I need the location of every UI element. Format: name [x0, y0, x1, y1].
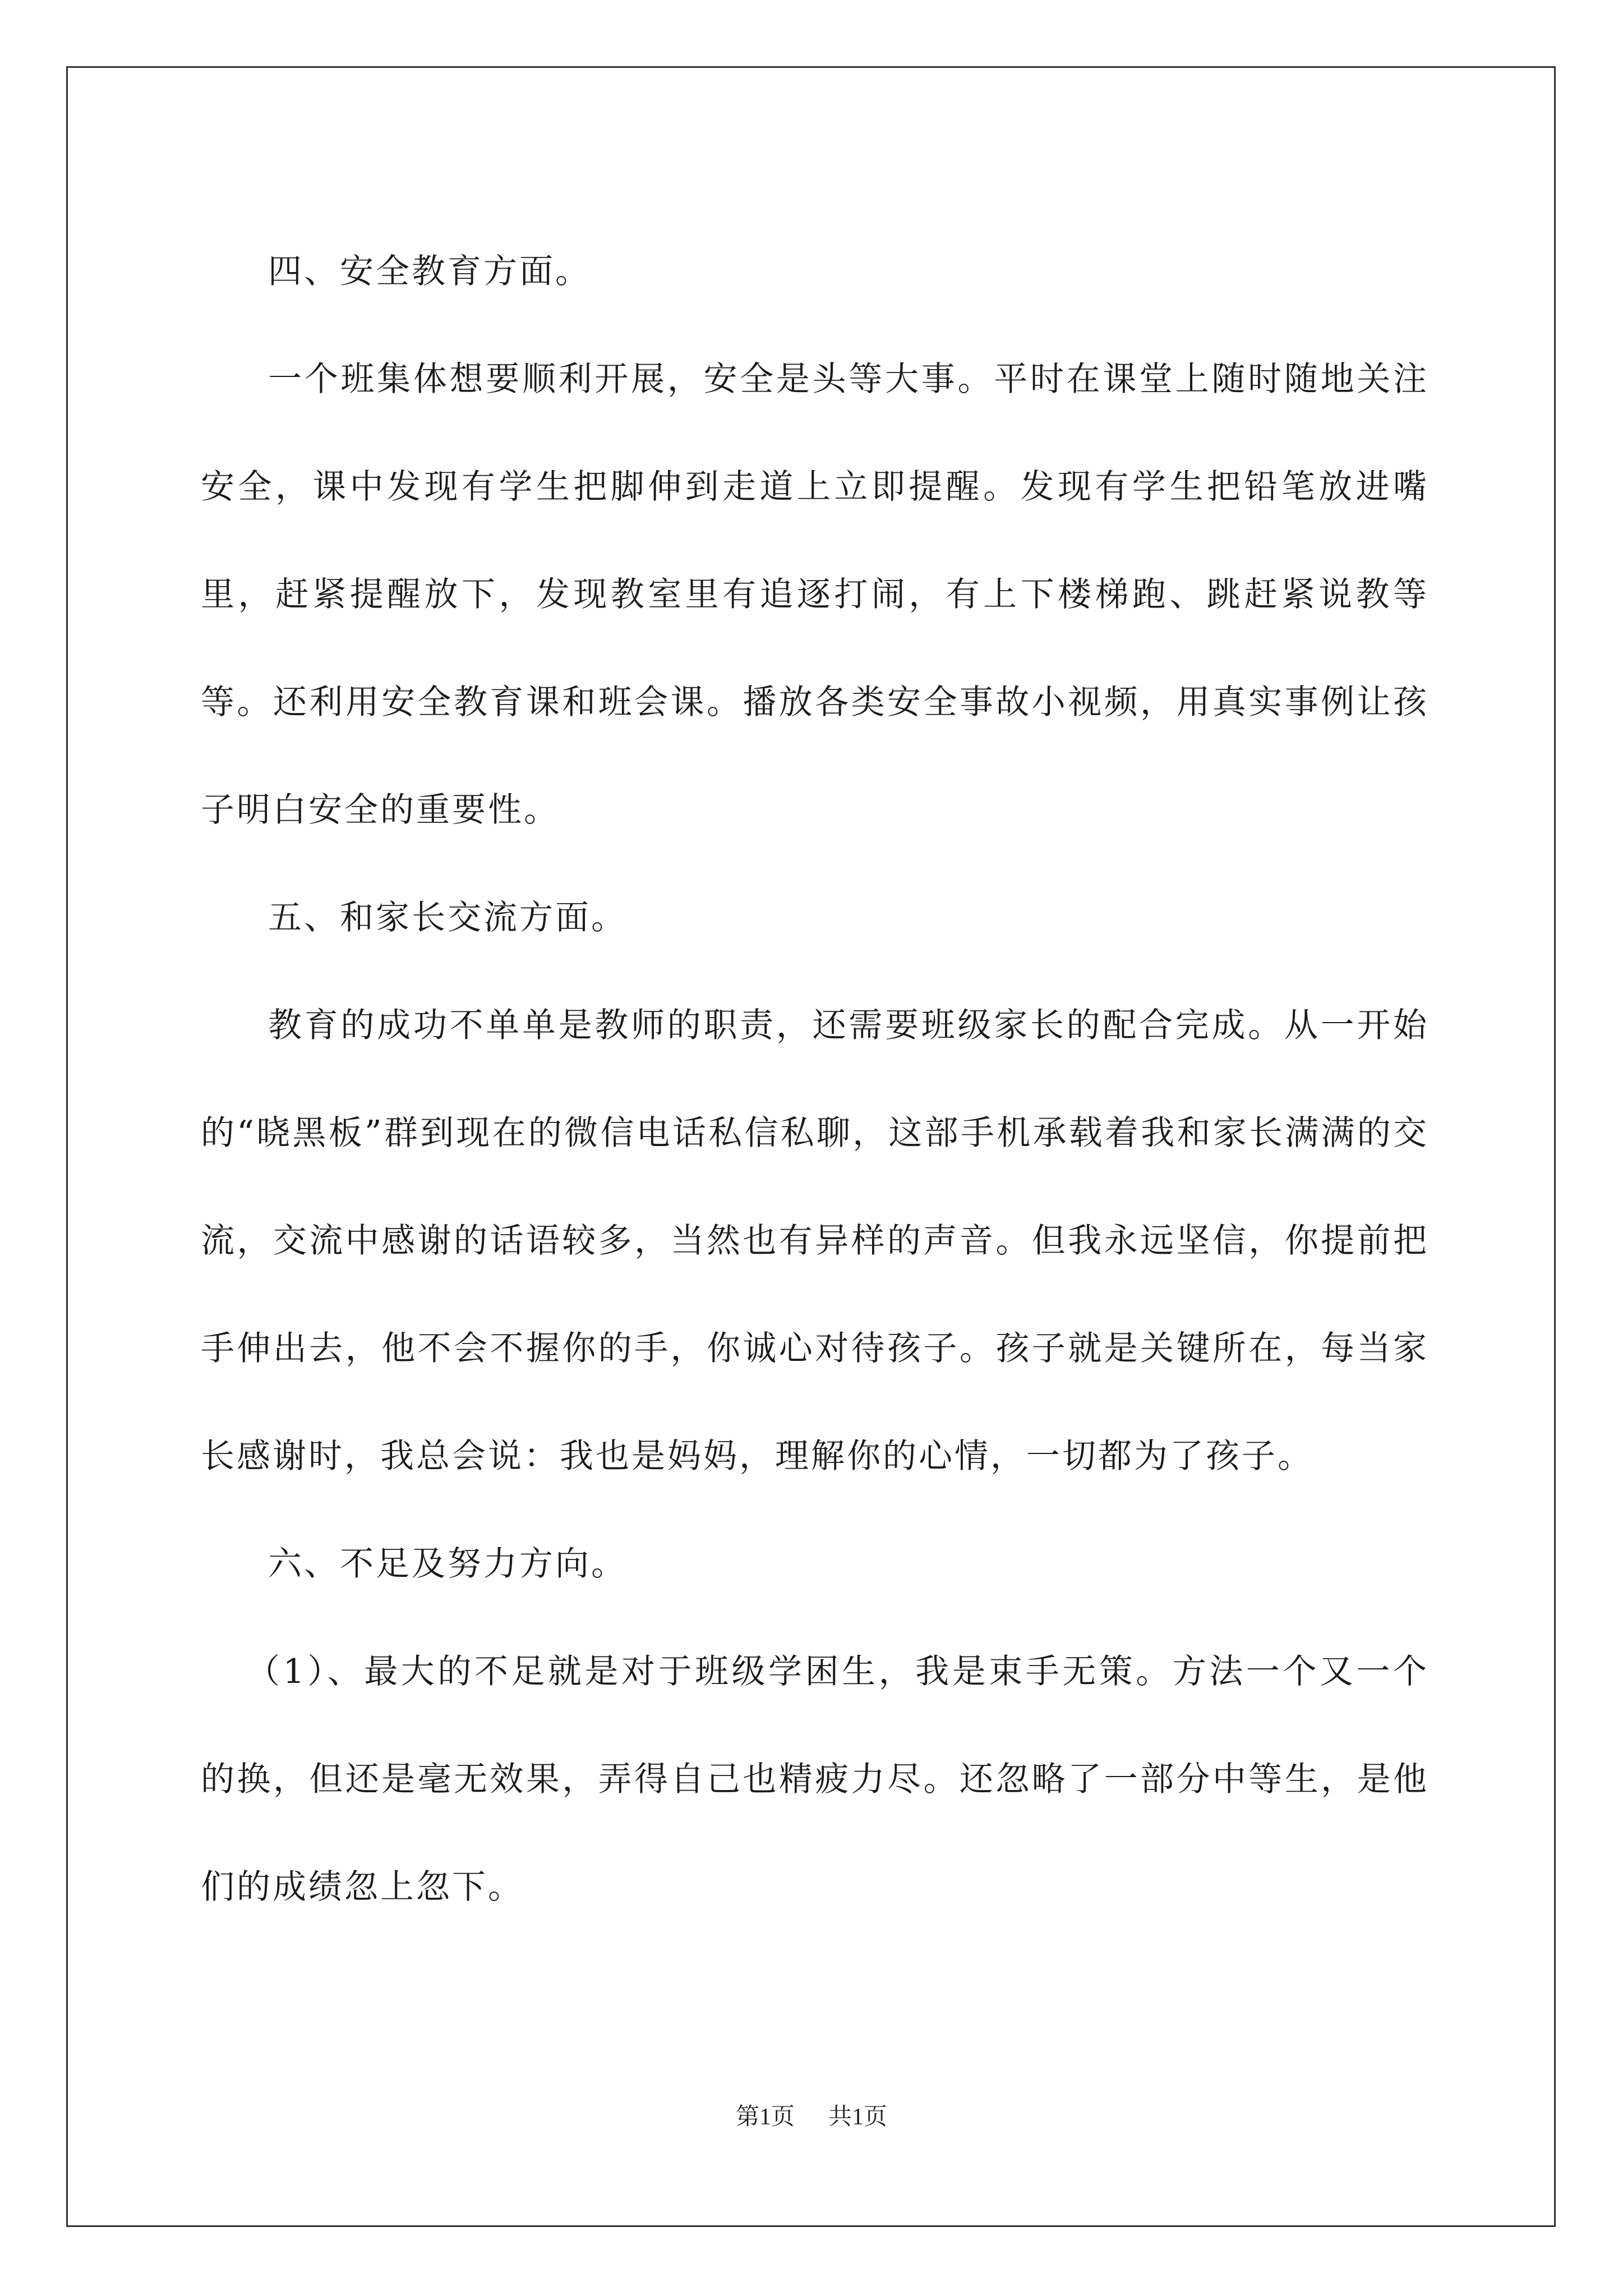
page-total: 共1页 [828, 2104, 888, 2130]
document-body [201, 218, 1429, 1941]
paragraph-safety: 一个班集体想要顺利开展，安全是头等大事。平时在课堂上随时随地关注安全，课中发现有学生把脚伸到走道上立即提醒。发现有学生把铅笔放进嘴里，赶紧提醒放下，发现教室里有追逐打闹，有上下楼梯跑、跳赶紧说教等等。还利用安全教育课和班会课。播放各类安全事故小视频，用真实事例让孩子明白安全的重要性。 [201, 360, 1429, 830]
page-number: 第1页 [735, 2104, 795, 2130]
paragraph-shortcomings: （1）、最大的不足就是对于班级学困生，我是束手无策。方法一个又一个的换，但还是毫无效果，弄得自己也精疲力尽。还忽略了一部分中等生，是他们的成绩忽上忽下。 [201, 1652, 1429, 1907]
section-heading-shortcomings: 六、不足及努力方向。 [268, 1544, 627, 1584]
page-footer [0, 2100, 1623, 2134]
section-heading-safety: 四、安全教育方面。 [268, 252, 591, 291]
paragraph-parents: 教育的成功不单单是教师的职责，还需要班级家长的配合完成。从一开始的“晓黑板”群到现在的微信电话私信私聊，这部手机承载着我和家长满满的交流，交流中感谢的话语较多，当然也有异样的声音。但我永远坚信，你提前把手伸出去，他不会不握你的手，你诚心对待孩子。孩子就是关键所在，每当家长感谢时，我总会说：我也是妈妈，理解你的心情，一切都为了孩子。 [201, 1006, 1429, 1476]
section-heading-parents: 五、和家长交流方面。 [268, 898, 627, 937]
